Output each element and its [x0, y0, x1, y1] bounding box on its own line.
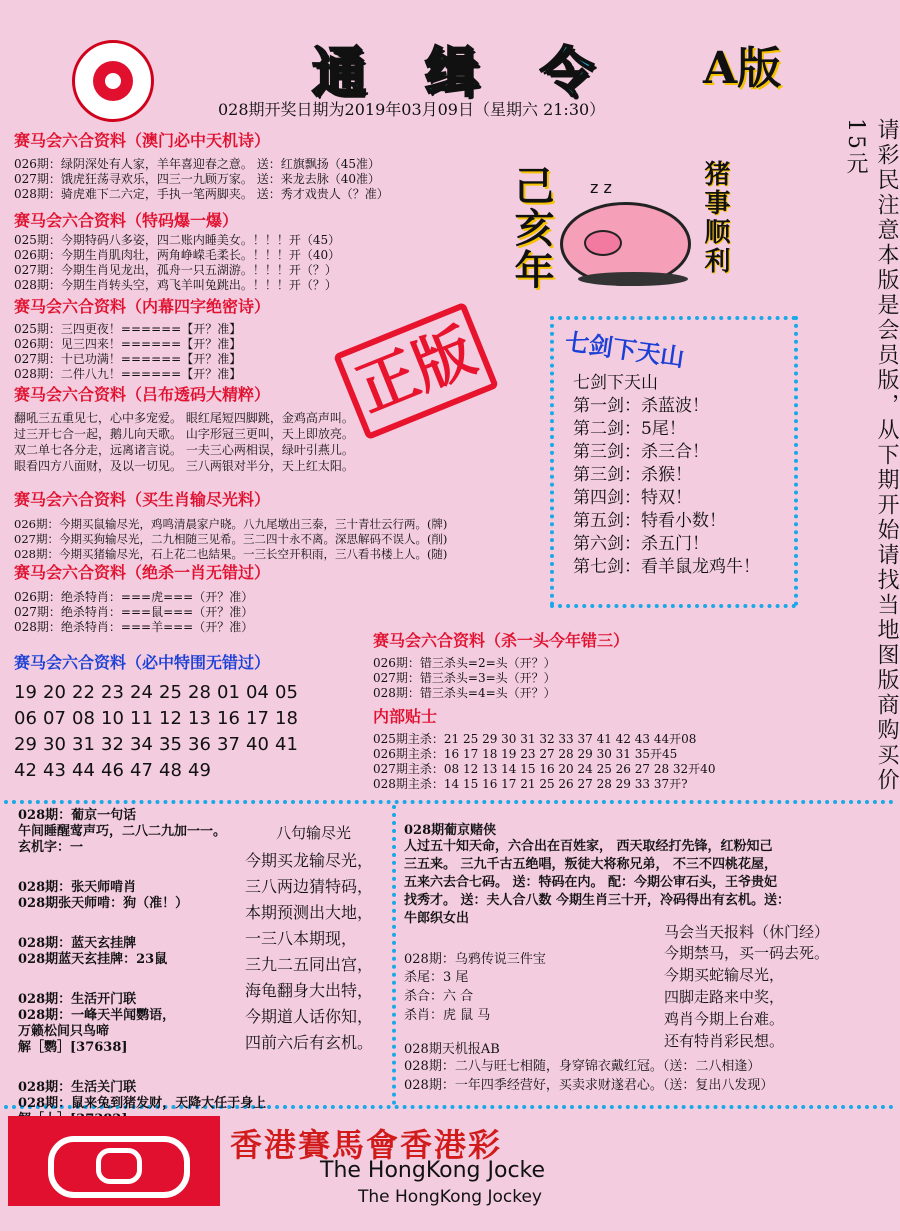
list-item: 杀合：六 合: [404, 989, 474, 1004]
footer-en-name-1: The HongKong Jocke: [320, 1158, 546, 1183]
section-title-zodiac-lose: 赛马会六合资料（买生肖输尽光料）: [14, 490, 271, 509]
list-item: 028期蓝天玄挂牌：23鼠: [18, 952, 168, 967]
crow-block: [404, 968, 490, 1025]
list-item: 027期：错三杀头=3=头（开？）: [373, 671, 556, 685]
list-item: 028期：生活关门联: [18, 1080, 137, 1095]
section-body-macau-poem: [14, 157, 389, 202]
list-item: 眼看四方八面财，及以一切见。 三八两银对半分，天上红太阳。: [14, 459, 354, 473]
list-item: 第二剑：5尾！: [573, 419, 686, 439]
section-title-kill-zodiac: 赛马会六合资料（绝杀一肖无错过）: [14, 563, 271, 582]
poem-block: [245, 848, 373, 1056]
list-item: 本期预测出大地，: [245, 903, 374, 922]
pig-illustration: z z: [560, 190, 690, 285]
list-item: 026期：绿阴深处有人家，羊年喜迎春之意。 送：红旗飘扬（45准）: [14, 157, 380, 171]
number-row: 19 20 22 23 24 25 28 01 04 05: [14, 682, 298, 703]
list-item: 027期：今期生肖见龙出，孤舟一只五湖游。！！！开（？）: [14, 263, 337, 277]
swords-heading: 七剑下天山: [563, 327, 687, 373]
list-item: 026期主杀：16 17 18 19 23 27 28 29 30 31 35开45: [373, 747, 678, 761]
list-item: 翻吼三五重见七，心中多宠爱。 眼红尾短四脚跳，金鸡高声叫。: [14, 411, 354, 425]
list-item: 四前六后有玄机。: [245, 1033, 374, 1052]
section-title-secret-poem: 赛马会六合资料（内幕四字绝密诗）: [14, 297, 271, 316]
section-title-kill-head: 赛马会六合资料（杀一头今年错三）: [373, 631, 630, 650]
list-item: 025期：今期特码八多姿，四二账内睡美女。！！！开（45）: [14, 233, 341, 247]
section-title-lvbu: 赛马会六合资料（吕布透码大精粹）: [14, 385, 271, 404]
title-char-3: 令: [540, 41, 594, 104]
list-item: 027期：饿虎狂荡寻欢乐，四三一九顾万家。 送：来龙去脉（40准）: [14, 172, 380, 186]
authentic-stamp: 正版: [333, 302, 499, 440]
list-item: 杀肖：虎 鼠 马: [404, 1008, 491, 1023]
list-item: 找秀才。 送：夫人合八数 今期生肖三十开，冷码得出有玄机。送：: [404, 893, 791, 908]
title-char-1: 通: [312, 41, 366, 104]
section-body-kill-zodiac: [14, 590, 253, 635]
list-item: 027期：十已功满！======【开？准】: [14, 352, 242, 366]
list-item: 五来六去合七码。 送：特码在内。 配：今期公审石头，王爷贵妃: [404, 875, 778, 890]
footer-cn-name: 香港賽馬會香港彩: [230, 1126, 503, 1164]
side-notice: 请彩民注意本版是会员版，从下期开始请找当地图版商购买价15元: [843, 118, 899, 793]
list-item: 028期：葡京一句话: [18, 808, 137, 823]
list-item: 027期：绝杀特肖：===鼠===（开？准）: [14, 605, 254, 619]
horse-block: [664, 942, 829, 1052]
list-item: 过三开七合一起，鹅儿向天歌。 山字形冠三更叫，天上即放亮。: [14, 427, 354, 441]
section-title-special-range: 赛马会六合资料（必中特围无错过）: [14, 653, 271, 672]
list-item: 028期：张天师啃肖: [18, 880, 137, 895]
list-item: 第三剑：杀三合！: [573, 442, 709, 462]
footer-en-name-2: The HongKong Jockey: [358, 1187, 542, 1207]
list-item: 杀尾：3 尾: [404, 970, 469, 985]
list-item: 双二单七各分走，远离诸言说。 一夫三心两相误，绿叶引燕儿。: [14, 443, 354, 457]
draw-date: 028期开奖日期为2019年03月09日（星期六 21:30）: [218, 100, 606, 119]
list-item: 三九二五同出宫，: [245, 955, 374, 974]
slogan-banner: 猪事顺利: [700, 160, 730, 276]
number-row: 06 07 08 10 11 12 13 16 17 18: [14, 708, 298, 729]
list-item: 028期张天师啃：狗（准！）: [18, 896, 189, 911]
title-char-2: 缉: [425, 41, 479, 104]
list-item: 三五来。 三九千古五绝唱，叛徒大将称兄弟， 不三不四桃花屋，: [404, 857, 778, 872]
section-title-macau-poem: 赛马会六合资料（澳门必中天机诗）: [14, 131, 271, 150]
crow-title: 028期：乌鸦传说三件宝: [404, 952, 546, 967]
list-item: 还有特肖彩民想。: [664, 1032, 785, 1050]
list-item: 028期：今期买猪输尽光，石上花二也結果。一三长空开积雨，三八看书楼上人。(随): [14, 547, 448, 561]
edition-label: A版: [703, 43, 782, 94]
list-item: 解［鹦］[37638]: [18, 1040, 128, 1055]
list-item: 海龟翻身大出特，: [245, 981, 374, 1000]
section-body-kill-head: [373, 656, 556, 701]
list-item: 万籁松间只鸟啼: [18, 1024, 110, 1039]
list-item: 028期：骑虎难下二六定，手执一笔两脚夹。 送：秀才戏贵人（？准）: [14, 187, 389, 201]
gambler-title: 028期葡京赌侠: [404, 823, 497, 838]
list-item: 今期买蛇输尽光，: [664, 966, 785, 984]
list-item: 一三八本期现，: [245, 929, 358, 948]
list-item: 028期：一峰天半闻鹦语，: [18, 1008, 176, 1023]
list-item: 第一剑：杀蓝波！: [573, 396, 709, 416]
list-item: 三八两边猜特码，: [245, 877, 374, 896]
section-body-secret-poem: [14, 322, 241, 382]
list-item: 028期：鼠来兔到猪发财，天降大任于身上: [18, 1096, 267, 1111]
list-item: 今期买龙输尽光，: [245, 851, 374, 870]
list-item: 026期：今期生肖肌肉壮，两角峥嵘毛柔长。！！！开（40）: [14, 248, 341, 262]
logo-emblem: [72, 40, 154, 122]
list-item: 鸡肖今期上台难。: [664, 1010, 785, 1028]
number-row: 29 30 31 32 34 35 36 37 40 41: [14, 734, 298, 755]
swords-list: [573, 372, 760, 579]
list-item: 第三剑：杀猴！: [573, 465, 692, 485]
list-item: 第七剑：看羊鼠龙鸡牛！: [573, 557, 760, 577]
bottom-left-block: [18, 808, 266, 1128]
list-item: 牛郎织女出: [404, 911, 470, 926]
section-body-lvbu: [14, 410, 354, 474]
list-item: 028期主杀：14 15 16 17 21 25 26 27 28 29 33 37开?: [373, 777, 688, 791]
list-item: 今期禁马，买一码去死。: [664, 944, 830, 962]
list-item: 028期：蓝天玄挂牌: [18, 936, 137, 951]
list-item: 第六剑：杀五门！: [573, 534, 709, 554]
number-row: 42 43 44 46 47 48 49: [14, 760, 211, 781]
list-item: 025期：三四更夜！======【开？准】: [14, 322, 242, 336]
section-body-zodiac-lose: [14, 517, 447, 562]
year-banner: 己亥年: [508, 165, 555, 291]
list-item: 028期：错三杀头=4=头（开？）: [373, 686, 556, 700]
list-item: 028期：二件八九！======【开？准】: [14, 367, 242, 381]
list-item: 028期：绝杀特肖：===羊===（开？准）: [14, 620, 254, 634]
list-item: 028期：今期生肖转头空，鸡飞羊叫兔跳出。！！！开（？）: [14, 278, 337, 292]
list-item: 今期道人话你知，: [245, 1007, 374, 1026]
swords-title: 七剑下天山: [573, 373, 658, 393]
section-body-inside-tips: [373, 732, 715, 792]
horse-title: 马会当天报料（休门经）: [664, 923, 830, 941]
list-item: 026期：今期买鼠输尽光，鸡鸣清晨家户晓。八九尾墩出三泰，三十青壮云行两。(牌): [14, 517, 448, 531]
list-item: 四脚走路来中奖，: [664, 988, 785, 1006]
section-title-special-code: 赛马会六合资料（特码爆一爆）: [14, 211, 239, 230]
section-body-special-code: [14, 233, 340, 293]
section-title-inside-tips: 内部贴士: [373, 707, 438, 726]
list-item: 028期：生活开门联: [18, 992, 137, 1007]
number-grid: [14, 680, 334, 784]
list-item: 025期主杀：21 25 29 30 31 32 33 37 41 42 43 44开08: [373, 732, 697, 746]
list-item: 027期主杀：08 12 13 14 15 16 20 24 25 26 27 28 32开40: [373, 762, 716, 776]
list-item: 028期：一年四季经营好，买卖求财遂君心。（送：复出八发现）: [404, 1078, 774, 1093]
list-item: 人过五十知天命，六合出在百姓家， 西天取经打先锋，红粉知己: [404, 839, 773, 854]
list-item: 第五剑：特看小数！: [573, 511, 726, 531]
list-item: 午间睡醒莺声巧，二八二九加一一。: [18, 824, 227, 839]
list-item: 026期：错三杀头=2=头（开？）: [373, 656, 556, 670]
footer-logo: [8, 1116, 220, 1206]
poem-title: 八句输尽光: [276, 824, 352, 842]
list-item: 026期：见三四来！======【开？准】: [14, 337, 242, 351]
list-item: 027期：今期买狗输尽光，二九相随三见希。三二四十永不离。深思解码不误人。(削): [14, 532, 448, 546]
ab-block: [404, 1057, 773, 1095]
ab-title: 028期天机报AB: [404, 1042, 500, 1057]
list-item: 026期：绝杀特肖：===虎===（开？准）: [14, 590, 254, 604]
gambler-para: [404, 838, 790, 928]
list-item: 玄机字：一: [18, 840, 84, 855]
list-item: 第四剑：特双！: [573, 488, 692, 508]
list-item: 028期：二八与旺七相随，身穿锦衣戴红冠。（送：二八相逢）: [404, 1059, 761, 1074]
